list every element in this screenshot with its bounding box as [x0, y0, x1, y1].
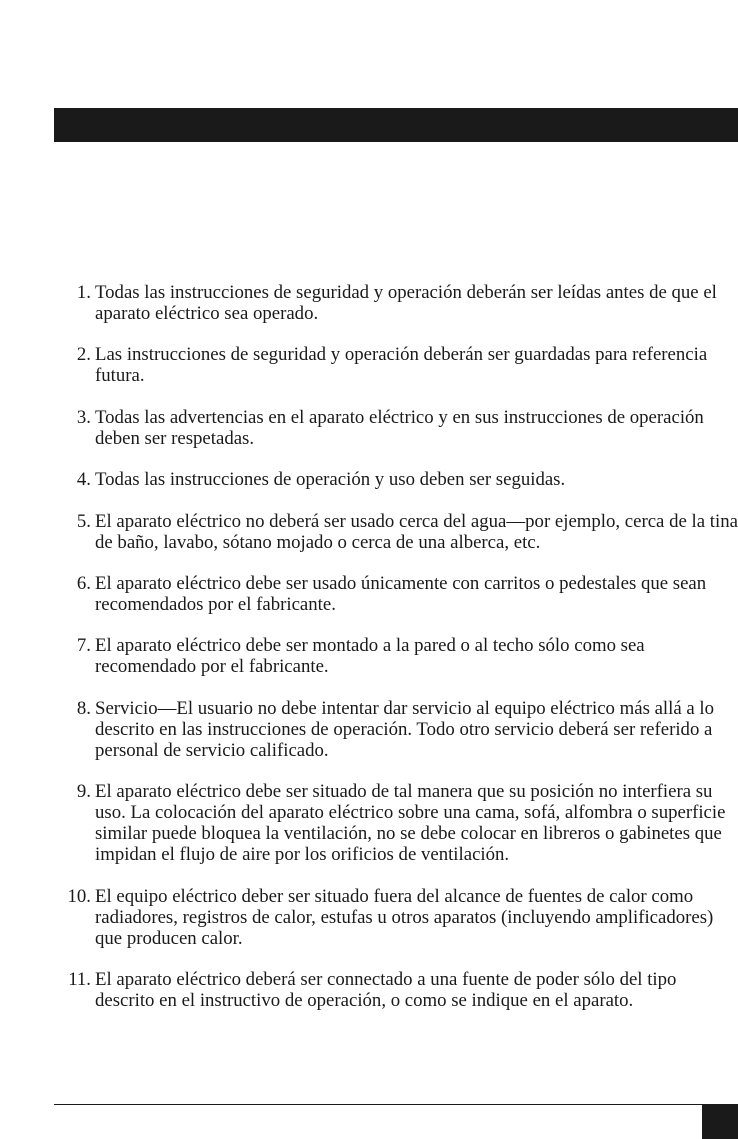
item-number: 10.: [67, 885, 91, 907]
item-number: 6.: [76, 572, 91, 594]
header-bar: [54, 108, 738, 142]
item-text: El aparato eléctrico debe ser situado de tal manera que su posición no interfiera su uso. La colocación del aparato eléctrico sobre una cama, sofá, alfombra o superficie similar puede bloquea la ventilación, no se debe colocar en libreros o gabinetes que impidan el flujo de aire por los orificios de ventilación.: [95, 781, 726, 866]
item-number: 1.: [76, 282, 91, 303]
item-text: El aparato eléctrico debe ser montado a la pared o al techo sólo como sea recomendado por el fabricante.: [95, 635, 645, 678]
item-text: Todas las instrucciones de seguridad y operación deberán ser leídas antes de que el aparato eléctrico sea operado.: [95, 282, 717, 324]
safety-instructions-list: [54, 282, 738, 1031]
item-number: 2.: [76, 344, 91, 366]
item-number: 4.: [76, 469, 91, 491]
item-text: Las instrucciones de seguridad y operación deberán ser guardadas para referencia futura.: [95, 344, 708, 387]
list-item: [54, 969, 738, 1011]
page-tab: [702, 1104, 738, 1139]
list-item: [54, 781, 738, 865]
item-text: El aparato eléctrico deberá ser connectado a una fuente de poder sólo del tipo descrito en el instructivo de operación, o como se indique en el aparato.: [95, 968, 677, 1011]
item-number: 5.: [76, 510, 91, 532]
list-item: [54, 886, 738, 949]
item-number: 3.: [76, 406, 91, 428]
item-text: El equipo eléctrico deber ser situado fuera del alcance de fuentes de calor como radiadores, registros de calor, estufas u otros aparatos (incluyendo amplificadores) que producen calor.: [95, 885, 714, 949]
list-item: [54, 407, 738, 449]
list-item: [54, 698, 738, 761]
item-number: 11.: [68, 968, 91, 990]
item-number: 9.: [76, 781, 91, 803]
item-number: 7.: [76, 635, 91, 657]
item-number: 8.: [76, 697, 91, 719]
footer-rule: [54, 1104, 702, 1105]
item-text: Todas las advertencias en el aparato eléctrico y en sus instrucciones de operación deben ser respetadas.: [95, 406, 704, 449]
item-text: El aparato eléctrico debe ser usado únicamente con carritos o pedestales que sean recomendados por el fabricante.: [95, 572, 707, 615]
item-text: Todas las instrucciones de operación y uso deben ser seguidas.: [95, 469, 566, 491]
list-item: [54, 573, 738, 615]
list-item: [54, 511, 738, 553]
item-text: El aparato eléctrico no deberá ser usado cerca del agua—por ejemplo, cerca de la tina de baño, lavabo, sótano mojado o cerca de una alberca, etc.: [95, 510, 738, 553]
list-item: [54, 469, 738, 490]
list-item: [54, 344, 738, 386]
item-text: Servicio—El usuario no debe intentar dar servicio al equipo eléctrico más allá a lo descrito en las instrucciones de operación. Todo otro servicio deberá ser referido a personal de servicio calificado.: [95, 697, 715, 761]
list-item: [54, 635, 738, 677]
list-item: [54, 282, 738, 324]
